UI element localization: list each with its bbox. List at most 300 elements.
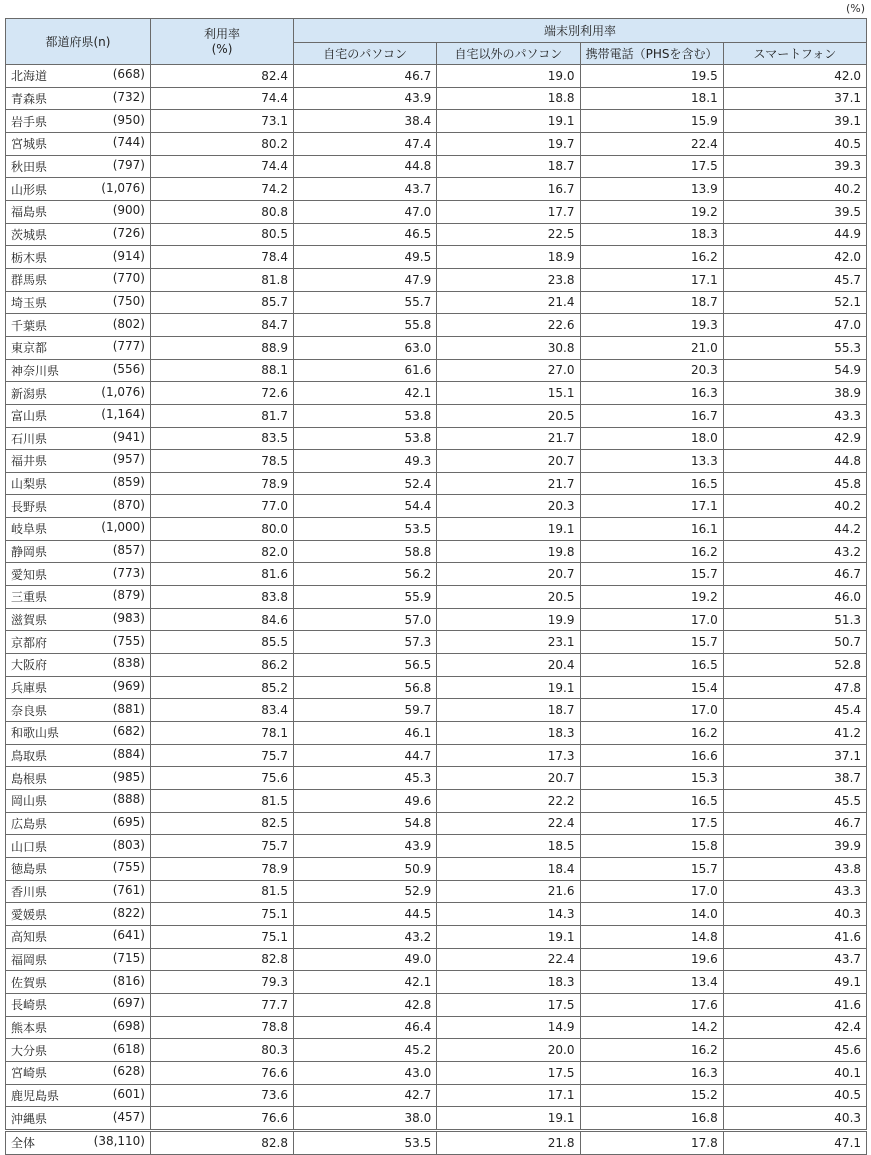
usage-rate-cell: 88.1 (151, 359, 294, 382)
usage-rate-cell: 83.4 (151, 699, 294, 722)
table-row (6, 450, 867, 473)
table-row (6, 1039, 867, 1062)
header-mobile-phone: 携帯電話（PHSを含む） (580, 43, 723, 65)
prefecture-name: 宮城県 (11, 137, 48, 152)
prefecture-name: 北海道 (11, 69, 48, 84)
prefecture-name: 徳島県 (11, 862, 48, 877)
smartphone-cell: 47.1 (723, 1130, 866, 1154)
usage-rate-cell: 82.4 (151, 65, 294, 88)
smartphone-cell: 39.9 (723, 835, 866, 858)
sample-size: (857) (112, 543, 145, 558)
home-pc-cell: 52.9 (294, 880, 437, 903)
table-row (6, 767, 867, 790)
sample-size: (1,164) (101, 407, 145, 422)
prefecture-cell (6, 993, 151, 1016)
usage-rate-cell: 77.0 (151, 495, 294, 518)
mobile-phone-cell: 17.8 (580, 1130, 723, 1154)
prefecture-name: 長野県 (11, 499, 48, 514)
prefecture-name: 大阪府 (11, 658, 48, 673)
sample-size: (556) (112, 361, 145, 376)
smartphone-cell: 44.9 (723, 223, 866, 246)
home-pc-cell: 47.9 (294, 268, 437, 291)
other-pc-cell: 18.5 (437, 835, 580, 858)
other-pc-cell: 20.3 (437, 495, 580, 518)
smartphone-cell: 50.7 (723, 631, 866, 654)
home-pc-cell: 53.5 (294, 518, 437, 541)
home-pc-cell: 55.8 (294, 314, 437, 337)
smartphone-cell: 40.5 (723, 132, 866, 155)
mobile-phone-cell: 17.5 (580, 155, 723, 178)
smartphone-cell: 46.7 (723, 563, 866, 586)
prefecture-cell (6, 110, 151, 133)
other-pc-cell: 21.7 (437, 472, 580, 495)
home-pc-cell: 54.4 (294, 495, 437, 518)
sample-size: (750) (112, 293, 145, 308)
home-pc-cell: 56.2 (294, 563, 437, 586)
sample-size: (983) (112, 611, 145, 626)
prefecture-name: 青森県 (11, 91, 48, 106)
other-pc-cell: 20.5 (437, 586, 580, 609)
table-row (6, 948, 867, 971)
home-pc-cell: 43.0 (294, 1061, 437, 1084)
prefecture-name: 鹿児島県 (11, 1088, 60, 1103)
mobile-phone-cell: 15.8 (580, 835, 723, 858)
mobile-phone-cell: 15.2 (580, 1084, 723, 1107)
prefecture-name: 群馬県 (11, 273, 48, 288)
other-pc-cell: 22.5 (437, 223, 580, 246)
home-pc-cell: 49.0 (294, 948, 437, 971)
table-row (6, 291, 867, 314)
usage-rate-cell: 75.6 (151, 767, 294, 790)
mobile-phone-cell: 18.0 (580, 427, 723, 450)
prefecture-name: 三重県 (11, 590, 48, 605)
table-row (6, 268, 867, 291)
other-pc-cell: 27.0 (437, 359, 580, 382)
sample-size: (457) (112, 1109, 145, 1124)
smartphone-cell: 54.9 (723, 359, 866, 382)
mobile-phone-cell: 15.7 (580, 857, 723, 880)
usage-rate-cell: 74.2 (151, 178, 294, 201)
mobile-phone-cell: 22.4 (580, 132, 723, 155)
mobile-phone-cell: 13.3 (580, 450, 723, 473)
home-pc-cell: 46.7 (294, 65, 437, 88)
other-pc-cell: 18.8 (437, 87, 580, 110)
home-pc-cell: 43.2 (294, 925, 437, 948)
table-row (6, 563, 867, 586)
table-row (6, 857, 867, 880)
mobile-phone-cell: 18.7 (580, 291, 723, 314)
table-row (6, 925, 867, 948)
table-row (6, 155, 867, 178)
table-row (6, 518, 867, 541)
prefecture-cell (6, 925, 151, 948)
home-pc-cell: 52.4 (294, 472, 437, 495)
other-pc-cell: 18.9 (437, 246, 580, 269)
prefecture-cell (6, 676, 151, 699)
home-pc-cell: 46.5 (294, 223, 437, 246)
usage-rate-cell: 80.3 (151, 1039, 294, 1062)
sample-size: (900) (112, 203, 145, 218)
prefecture-name: 全体 (11, 1136, 36, 1151)
smartphone-cell: 44.2 (723, 518, 866, 541)
sample-size: (732) (112, 89, 145, 104)
other-pc-cell: 21.7 (437, 427, 580, 450)
table-row (6, 540, 867, 563)
table-row (6, 812, 867, 835)
mobile-phone-cell: 16.5 (580, 654, 723, 677)
sample-size: (1,000) (101, 520, 145, 535)
prefecture-cell (6, 382, 151, 405)
usage-rate-cell: 83.8 (151, 586, 294, 609)
sample-size: (884) (112, 747, 145, 762)
smartphone-cell: 40.1 (723, 1061, 866, 1084)
usage-rate-cell: 82.8 (151, 1130, 294, 1154)
prefecture-cell (6, 450, 151, 473)
home-pc-cell: 53.5 (294, 1130, 437, 1154)
sample-size: (803) (112, 837, 145, 852)
home-pc-cell: 59.7 (294, 699, 437, 722)
home-pc-cell: 50.9 (294, 857, 437, 880)
prefecture-name: 島根県 (11, 771, 48, 786)
home-pc-cell: 43.7 (294, 178, 437, 201)
table-row (6, 65, 867, 88)
sample-size: (950) (112, 112, 145, 127)
prefecture-name: 東京都 (11, 341, 48, 356)
sample-size: (761) (112, 882, 145, 897)
smartphone-cell: 37.1 (723, 87, 866, 110)
prefecture-cell (6, 790, 151, 813)
smartphone-cell: 43.8 (723, 857, 866, 880)
table-row (6, 382, 867, 405)
mobile-phone-cell: 15.4 (580, 676, 723, 699)
mobile-phone-cell: 18.3 (580, 223, 723, 246)
smartphone-cell: 47.8 (723, 676, 866, 699)
home-pc-cell: 43.9 (294, 87, 437, 110)
other-pc-cell: 22.4 (437, 948, 580, 971)
home-pc-cell: 46.1 (294, 722, 437, 745)
prefecture-name: 茨城県 (11, 227, 48, 242)
sample-size: (755) (112, 860, 145, 875)
prefecture-cell (6, 359, 151, 382)
mobile-phone-cell: 19.5 (580, 65, 723, 88)
home-pc-cell: 56.8 (294, 676, 437, 699)
other-pc-cell: 17.3 (437, 744, 580, 767)
table-row (6, 223, 867, 246)
table-row (6, 314, 867, 337)
smartphone-cell: 37.1 (723, 744, 866, 767)
smartphone-cell: 43.7 (723, 948, 866, 971)
prefecture-cell (6, 200, 151, 223)
prefecture-cell (6, 1107, 151, 1131)
other-pc-cell: 19.8 (437, 540, 580, 563)
usage-rate-cell: 81.6 (151, 563, 294, 586)
prefecture-cell (6, 132, 151, 155)
prefecture-cell (6, 336, 151, 359)
usage-rate-cell: 77.7 (151, 993, 294, 1016)
home-pc-cell: 45.3 (294, 767, 437, 790)
smartphone-cell: 39.3 (723, 155, 866, 178)
sample-size: (682) (112, 724, 145, 739)
sample-size: (618) (112, 1041, 145, 1056)
prefecture-cell (6, 268, 151, 291)
table-row (6, 835, 867, 858)
prefecture-cell (6, 427, 151, 450)
smartphone-cell: 39.5 (723, 200, 866, 223)
mobile-phone-cell: 19.3 (580, 314, 723, 337)
usage-rate-cell: 85.7 (151, 291, 294, 314)
home-pc-cell: 47.0 (294, 200, 437, 223)
table-row (6, 903, 867, 926)
prefecture-cell (6, 903, 151, 926)
smartphone-cell: 41.6 (723, 925, 866, 948)
usage-rate-cell: 83.5 (151, 427, 294, 450)
mobile-phone-cell: 16.2 (580, 1039, 723, 1062)
header-smartphone: スマートフォン (723, 43, 866, 65)
other-pc-cell: 20.7 (437, 563, 580, 586)
sample-size: (628) (112, 1064, 145, 1079)
other-pc-cell: 18.7 (437, 155, 580, 178)
home-pc-cell: 45.2 (294, 1039, 437, 1062)
table-row (6, 427, 867, 450)
prefecture-cell (6, 1084, 151, 1107)
mobile-phone-cell: 16.5 (580, 790, 723, 813)
sample-size: (881) (112, 701, 145, 716)
sample-size: (777) (112, 339, 145, 354)
usage-rate-cell: 73.1 (151, 110, 294, 133)
header-device-group: 端末別利用率 (294, 19, 867, 43)
prefecture-name: 神奈川県 (11, 363, 60, 378)
sample-size: (822) (112, 905, 145, 920)
sample-size: (668) (112, 67, 145, 82)
prefecture-cell (6, 1039, 151, 1062)
home-pc-cell: 53.8 (294, 427, 437, 450)
other-pc-cell: 20.7 (437, 450, 580, 473)
prefecture-cell (6, 744, 151, 767)
prefecture-name: 山口県 (11, 839, 48, 854)
table-body (6, 65, 867, 1155)
prefecture-name: 岡山県 (11, 794, 48, 809)
mobile-phone-cell: 19.2 (580, 586, 723, 609)
table-row (6, 87, 867, 110)
prefecture-name: 石川県 (11, 431, 48, 446)
mobile-phone-cell: 16.3 (580, 1061, 723, 1084)
usage-rate-cell: 85.2 (151, 676, 294, 699)
prefecture-cell (6, 87, 151, 110)
mobile-phone-cell: 17.0 (580, 880, 723, 903)
sample-size: (755) (112, 633, 145, 648)
sample-size: (601) (112, 1086, 145, 1101)
header-usage-rate (151, 19, 294, 65)
other-pc-cell: 21.4 (437, 291, 580, 314)
mobile-phone-cell: 17.1 (580, 495, 723, 518)
header-prefecture: 都道府県(n) (6, 19, 151, 65)
other-pc-cell: 30.8 (437, 336, 580, 359)
sample-size: (38,110) (93, 1134, 145, 1149)
mobile-phone-cell: 14.0 (580, 903, 723, 926)
usage-rate-cell: 75.1 (151, 925, 294, 948)
mobile-phone-cell: 16.6 (580, 744, 723, 767)
other-pc-cell: 16.7 (437, 178, 580, 201)
home-pc-cell: 47.4 (294, 132, 437, 155)
mobile-phone-cell: 15.7 (580, 631, 723, 654)
mobile-phone-cell: 15.7 (580, 563, 723, 586)
header-usage-rate-line1: 利用率 (203, 26, 240, 41)
other-pc-cell: 19.1 (437, 925, 580, 948)
other-pc-cell: 20.7 (437, 767, 580, 790)
prefecture-cell (6, 767, 151, 790)
prefecture-name: 沖縄県 (11, 1111, 48, 1126)
prefecture-cell (6, 608, 151, 631)
smartphone-cell: 38.7 (723, 767, 866, 790)
unit-label: (%) (845, 2, 865, 15)
usage-rate-cell: 75.7 (151, 744, 294, 767)
mobile-phone-cell: 17.1 (580, 268, 723, 291)
prefecture-cell (6, 1130, 151, 1154)
smartphone-cell: 46.7 (723, 812, 866, 835)
usage-rate-cell: 80.8 (151, 200, 294, 223)
usage-rate-cell: 76.6 (151, 1061, 294, 1084)
total-row (6, 1130, 867, 1154)
prefecture-cell (6, 1061, 151, 1084)
usage-rate-cell: 80.2 (151, 132, 294, 155)
smartphone-cell: 43.2 (723, 540, 866, 563)
prefecture-name: 和歌山県 (11, 726, 60, 741)
prefecture-name: 静岡県 (11, 545, 48, 560)
sample-size: (888) (112, 792, 145, 807)
sample-size: (797) (112, 157, 145, 172)
mobile-phone-cell: 16.8 (580, 1107, 723, 1131)
usage-rate-cell: 79.3 (151, 971, 294, 994)
usage-rate-cell: 80.5 (151, 223, 294, 246)
smartphone-cell: 45.7 (723, 268, 866, 291)
mobile-phone-cell: 16.7 (580, 404, 723, 427)
mobile-phone-cell: 17.6 (580, 993, 723, 1016)
usage-rate-cell: 78.9 (151, 472, 294, 495)
table-row (6, 993, 867, 1016)
sample-size: (1,076) (101, 180, 145, 195)
prefecture-cell (6, 223, 151, 246)
table-row (6, 132, 867, 155)
home-pc-cell: 46.4 (294, 1016, 437, 1039)
table-row (6, 472, 867, 495)
home-pc-cell: 57.0 (294, 608, 437, 631)
table-header (6, 19, 867, 65)
other-pc-cell: 14.9 (437, 1016, 580, 1039)
prefecture-name: 千葉県 (11, 318, 48, 333)
sample-size: (879) (112, 588, 145, 603)
smartphone-cell: 39.1 (723, 110, 866, 133)
prefecture-cell (6, 1016, 151, 1039)
other-pc-cell: 19.1 (437, 676, 580, 699)
prefecture-cell (6, 722, 151, 745)
usage-rate-cell: 82.5 (151, 812, 294, 835)
sample-size: (770) (112, 271, 145, 286)
prefecture-cell (6, 699, 151, 722)
prefecture-name: 福岡県 (11, 952, 48, 967)
usage-rate-cell: 78.5 (151, 450, 294, 473)
table-row (6, 1016, 867, 1039)
mobile-phone-cell: 16.5 (580, 472, 723, 495)
prefecture-name: 佐賀県 (11, 975, 48, 990)
other-pc-cell: 17.5 (437, 1061, 580, 1084)
usage-rate-cell: 78.8 (151, 1016, 294, 1039)
home-pc-cell: 56.5 (294, 654, 437, 677)
smartphone-cell: 46.0 (723, 586, 866, 609)
smartphone-cell: 42.4 (723, 1016, 866, 1039)
mobile-phone-cell: 18.1 (580, 87, 723, 110)
sample-size: (957) (112, 452, 145, 467)
header-other-pc: 自宅以外のパソコン (437, 43, 580, 65)
prefecture-cell (6, 472, 151, 495)
smartphone-cell: 52.1 (723, 291, 866, 314)
smartphone-cell: 41.6 (723, 993, 866, 1016)
prefecture-name: 福島県 (11, 205, 48, 220)
mobile-phone-cell: 14.2 (580, 1016, 723, 1039)
other-pc-cell: 18.4 (437, 857, 580, 880)
prefecture-cell (6, 291, 151, 314)
prefecture-cell (6, 155, 151, 178)
sample-size: (914) (112, 248, 145, 263)
usage-rate-cell: 72.6 (151, 382, 294, 405)
prefecture-name: 鳥取県 (11, 749, 48, 764)
table-row (6, 608, 867, 631)
smartphone-cell: 40.3 (723, 1107, 866, 1131)
home-pc-cell: 53.8 (294, 404, 437, 427)
other-pc-cell: 21.8 (437, 1130, 580, 1154)
usage-rate-cell: 78.9 (151, 857, 294, 880)
smartphone-cell: 52.8 (723, 654, 866, 677)
other-pc-cell: 17.7 (437, 200, 580, 223)
prefecture-cell (6, 65, 151, 88)
smartphone-cell: 40.5 (723, 1084, 866, 1107)
prefecture-name: 京都府 (11, 635, 48, 650)
mobile-phone-cell: 21.0 (580, 336, 723, 359)
mobile-phone-cell: 14.8 (580, 925, 723, 948)
other-pc-cell: 23.8 (437, 268, 580, 291)
prefecture-name: 岩手県 (11, 114, 48, 129)
prefecture-cell (6, 518, 151, 541)
mobile-phone-cell: 13.9 (580, 178, 723, 201)
usage-rate-cell: 75.1 (151, 903, 294, 926)
prefecture-name: 岐阜県 (11, 522, 48, 537)
table-row (6, 744, 867, 767)
prefecture-name: 滋賀県 (11, 613, 48, 628)
home-pc-cell: 63.0 (294, 336, 437, 359)
mobile-phone-cell: 15.9 (580, 110, 723, 133)
usage-rate-cell: 85.5 (151, 631, 294, 654)
prefecture-name: 富山県 (11, 409, 48, 424)
smartphone-cell: 45.4 (723, 699, 866, 722)
smartphone-cell: 42.0 (723, 246, 866, 269)
smartphone-cell: 51.3 (723, 608, 866, 631)
usage-rate-cell: 74.4 (151, 87, 294, 110)
prefecture-name: 宮崎県 (11, 1066, 48, 1081)
table-row (6, 178, 867, 201)
home-pc-cell: 44.7 (294, 744, 437, 767)
home-pc-cell: 44.5 (294, 903, 437, 926)
prefecture-cell (6, 835, 151, 858)
prefecture-cell (6, 246, 151, 269)
other-pc-cell: 19.1 (437, 1107, 580, 1131)
other-pc-cell: 18.7 (437, 699, 580, 722)
prefecture-name: 愛媛県 (11, 907, 48, 922)
smartphone-cell: 40.2 (723, 178, 866, 201)
smartphone-cell: 47.0 (723, 314, 866, 337)
smartphone-cell: 45.8 (723, 472, 866, 495)
smartphone-cell: 38.9 (723, 382, 866, 405)
usage-rate-cell: 84.6 (151, 608, 294, 631)
mobile-phone-cell: 17.0 (580, 608, 723, 631)
